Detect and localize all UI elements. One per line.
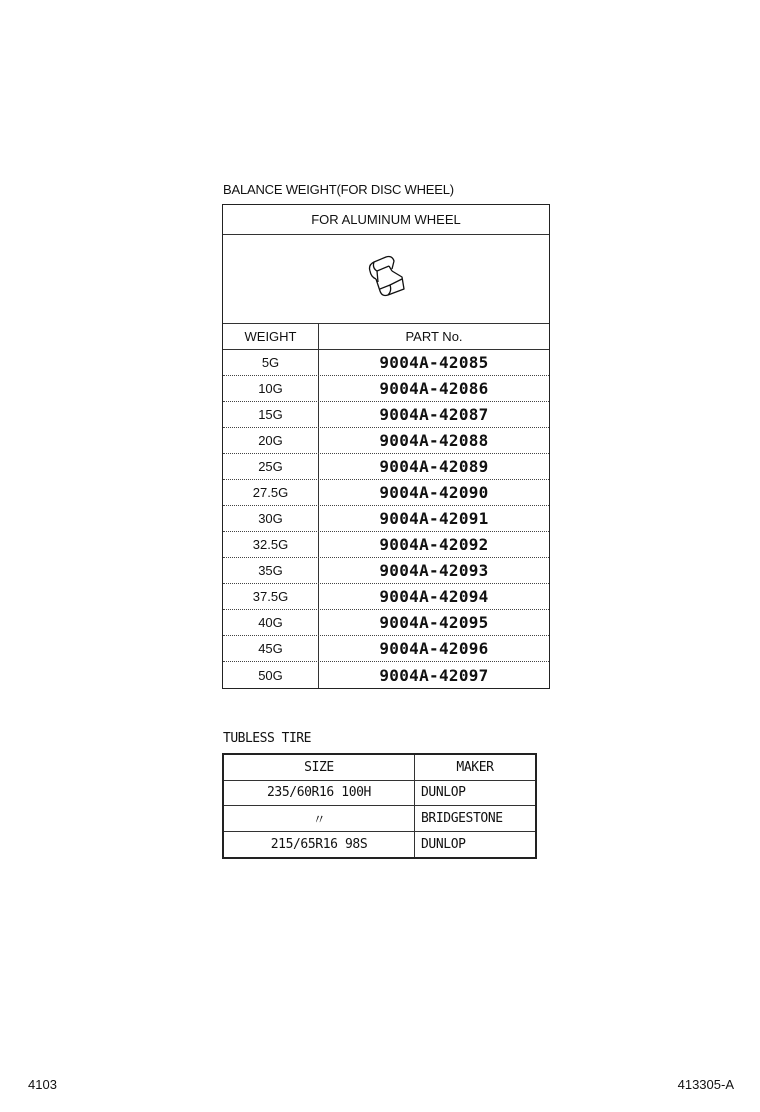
size-cell: 215/65R16 98S — [224, 832, 415, 858]
weight-cell: 50G — [223, 662, 319, 688]
part-number-cell: 9004A-42089 — [379, 457, 489, 476]
table-row — [224, 781, 535, 807]
maker-cell: DUNLOP — [421, 836, 466, 852]
weight-cell: 20G — [223, 428, 319, 453]
maker-cell: DUNLOP — [421, 785, 466, 801]
weight-cell: 32.5G — [223, 532, 319, 557]
size-column-header: SIZE — [224, 755, 415, 780]
table-row — [223, 506, 549, 532]
table-row — [224, 806, 535, 832]
weight-cell: 27.5G — [223, 480, 319, 505]
maker-column-header: MAKER — [456, 759, 494, 775]
table-row — [223, 610, 549, 636]
weight-column-header: WEIGHT — [223, 324, 319, 349]
table-row — [223, 454, 549, 480]
weight-cell: 5G — [223, 350, 319, 375]
weight-cell: 15G — [223, 402, 319, 427]
maker-cell: BRIDGESTONE — [421, 810, 503, 826]
weight-cell: 45G — [223, 636, 319, 661]
part-number-column-header: PART No. — [405, 329, 463, 344]
table-row — [223, 402, 549, 428]
table-row — [223, 428, 549, 454]
balance-weight-clip-icon — [356, 249, 416, 309]
balance-weight-table — [222, 204, 550, 689]
table-row — [223, 636, 549, 662]
table-row — [223, 662, 549, 688]
column-header-row — [224, 755, 535, 781]
tubeless-tire-table — [222, 753, 537, 859]
part-number-cell: 9004A-42086 — [379, 379, 489, 398]
table-row — [223, 376, 549, 402]
part-number-cell: 9004A-42092 — [379, 535, 489, 554]
part-number-cell: 9004A-42091 — [379, 509, 489, 528]
part-number-cell: 9004A-42097 — [379, 665, 489, 685]
weight-cell: 10G — [223, 376, 319, 401]
tubeless-tire-caption: TUBLESS TIRE — [223, 731, 311, 746]
aluminum-wheel-header: FOR ALUMINUM WHEEL — [223, 205, 549, 235]
weight-cell: 35G — [223, 558, 319, 583]
weight-cell: 37.5G — [223, 584, 319, 609]
table-row — [224, 832, 535, 858]
balance-weight-caption: BALANCE WEIGHT(FOR DISC WHEEL) — [223, 182, 454, 197]
table-row — [223, 558, 549, 584]
reference-code: 413305-A — [677, 1077, 734, 1092]
table-row — [223, 350, 549, 376]
part-number-cell: 9004A-42090 — [379, 483, 489, 502]
illustration-cell — [223, 235, 549, 324]
weight-cell: 25G — [223, 454, 319, 479]
size-cell: 〃 — [224, 806, 415, 831]
table-row — [223, 584, 549, 610]
part-number-cell: 9004A-42088 — [379, 431, 489, 450]
table-row — [223, 532, 549, 558]
page-number: 4103 — [28, 1077, 57, 1092]
column-header-row — [223, 324, 549, 350]
part-number-cell: 9004A-42094 — [379, 587, 489, 606]
part-number-cell: 9004A-42087 — [379, 405, 489, 424]
part-number-cell: 9004A-42096 — [379, 639, 489, 658]
size-cell: 235/60R16 100H — [224, 781, 415, 806]
weight-cell: 30G — [223, 506, 319, 531]
table-row — [223, 480, 549, 506]
part-number-cell: 9004A-42085 — [379, 353, 489, 372]
part-number-cell: 9004A-42095 — [379, 613, 489, 632]
weight-cell: 40G — [223, 610, 319, 635]
part-number-cell: 9004A-42093 — [379, 561, 489, 580]
